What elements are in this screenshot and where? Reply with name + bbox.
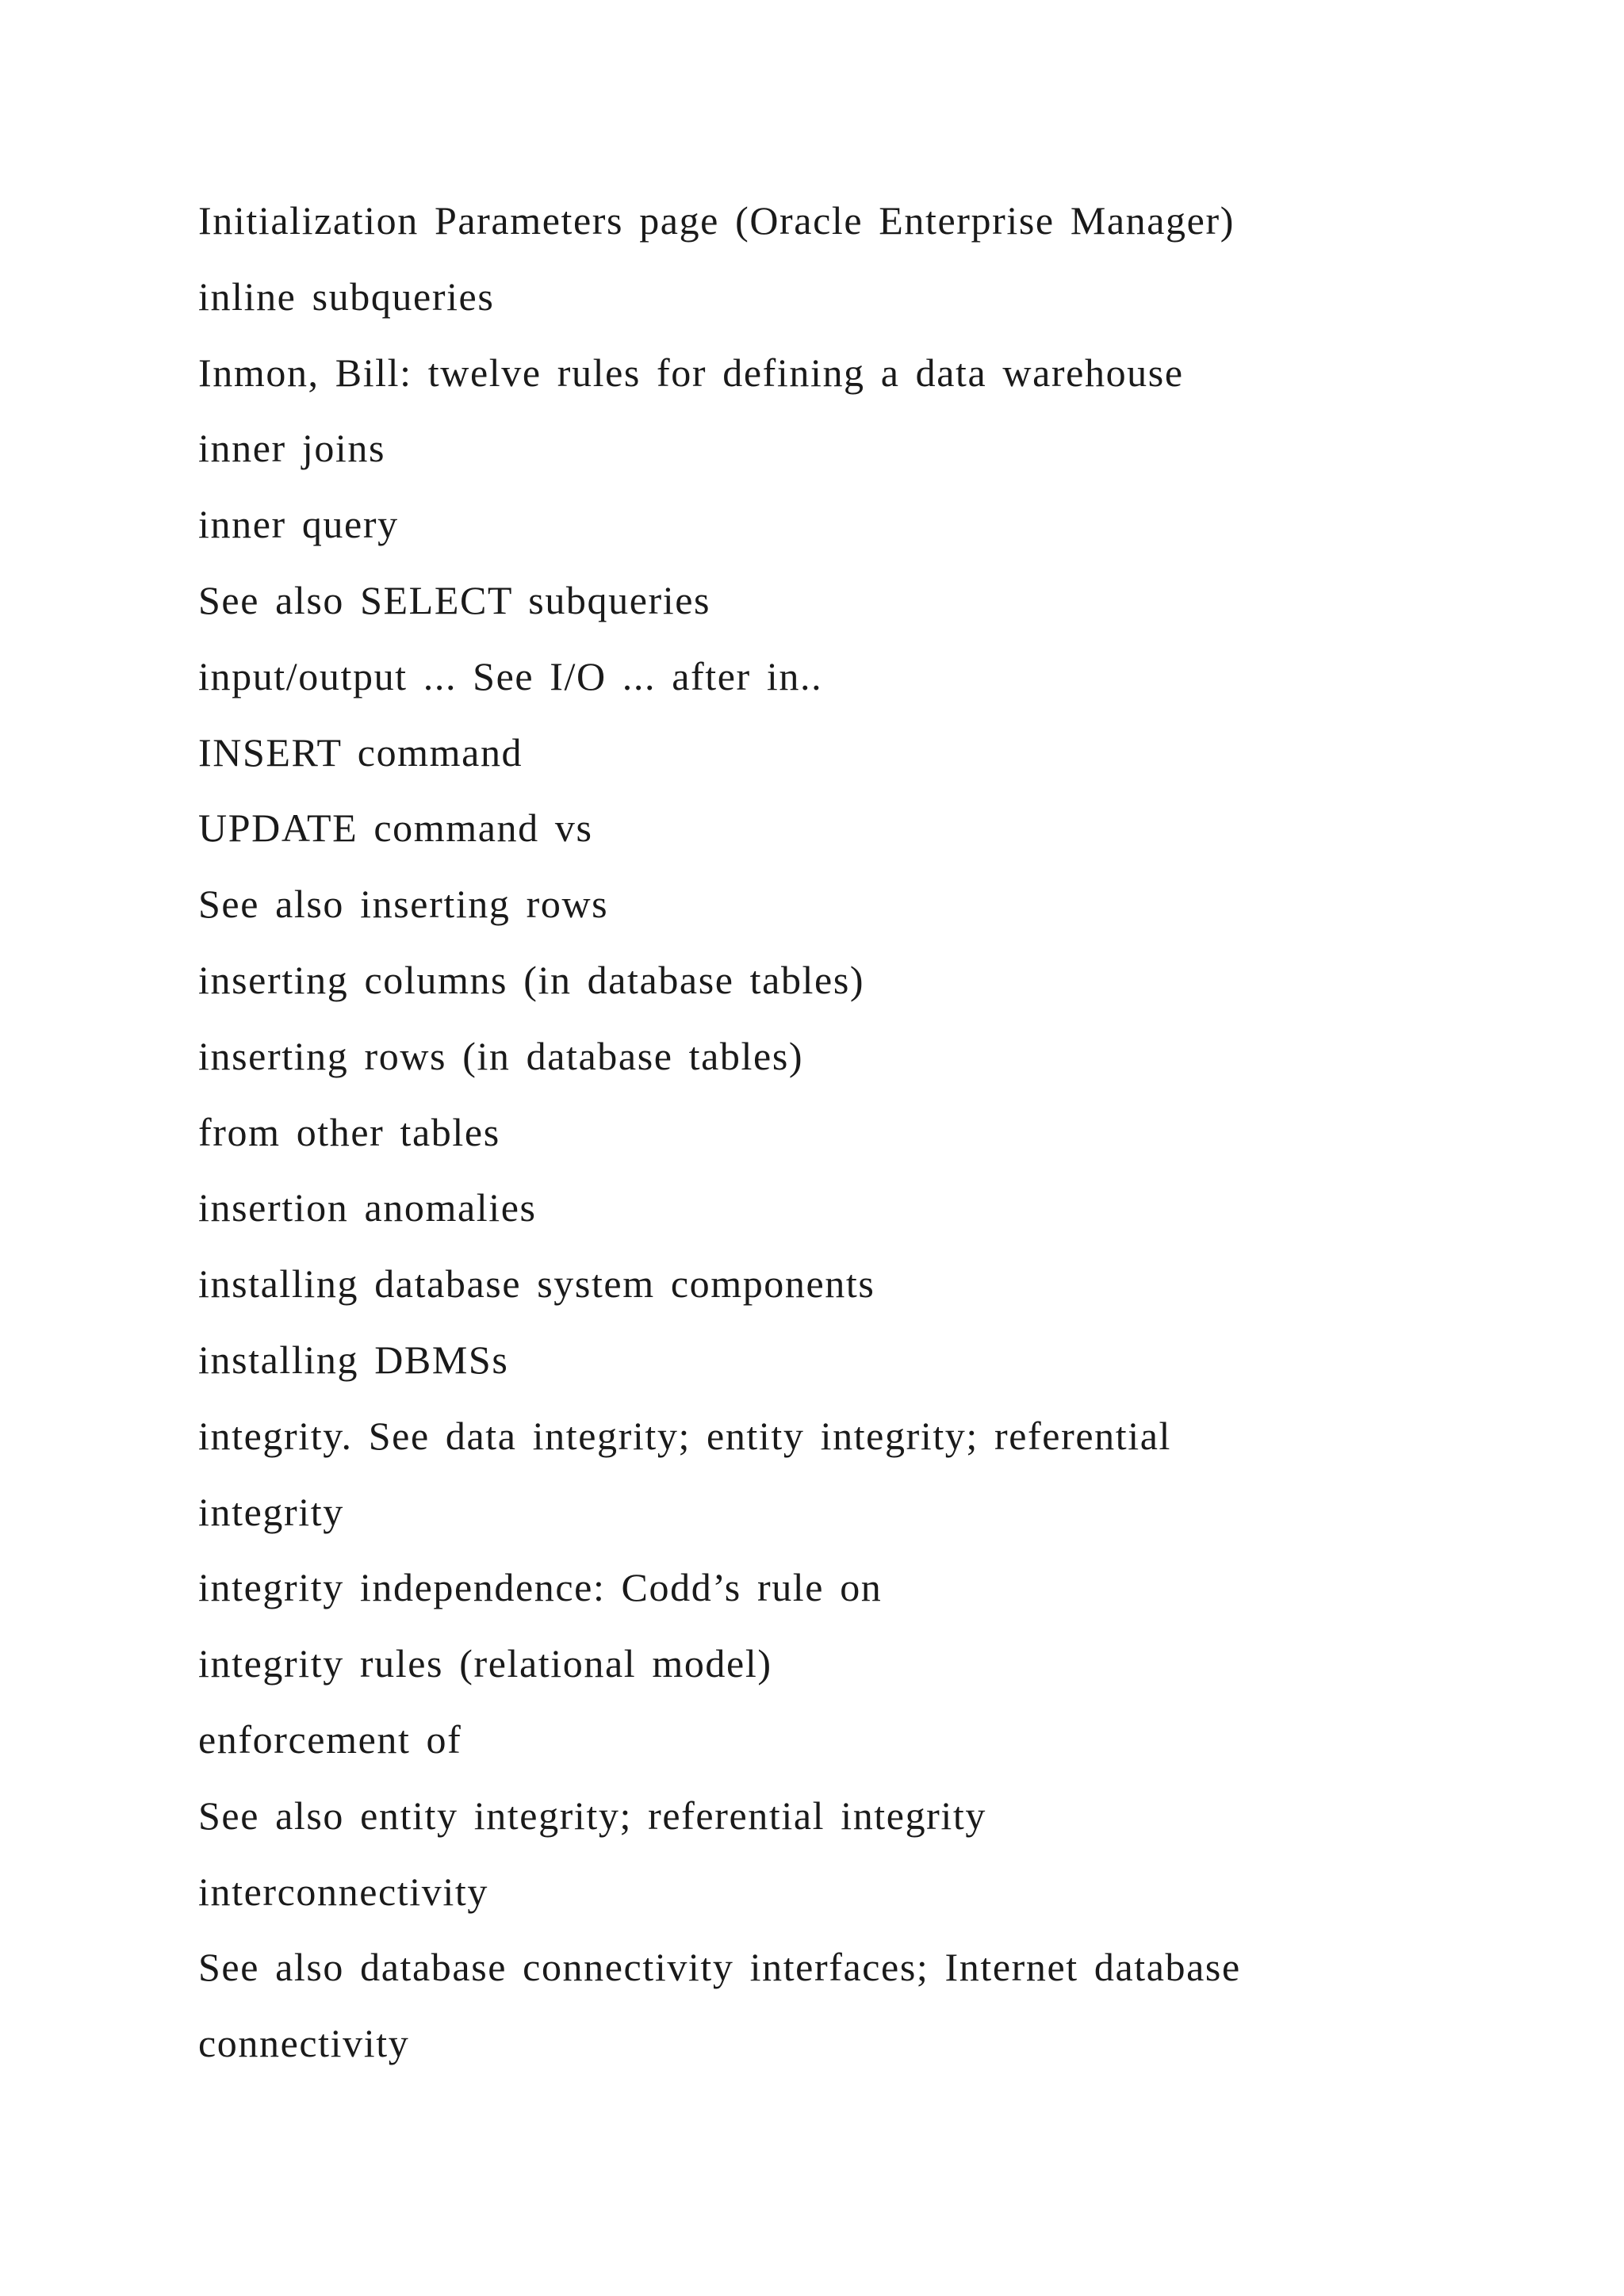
index-line: UPDATE command vs <box>198 806 593 851</box>
index-entry-list <box>198 195 1562 2094</box>
index-line: installing DBMSs <box>198 1337 509 1382</box>
index-line: Inmon, Bill: twelve rules for defining a data warehouse <box>198 350 1184 395</box>
index-line: See also entity integrity; referential integrity <box>198 1793 987 1838</box>
index-line: inserting rows (in database tables) <box>198 1033 804 1078</box>
index-line: connectivity <box>198 2021 410 2066</box>
index-line: integrity independence: Codd’s rule on <box>198 1565 883 1610</box>
index-line: inner query <box>198 502 399 547</box>
index-line: integrity <box>198 1489 344 1534</box>
index-line: interconnectivity <box>198 1869 488 1914</box>
index-line: enforcement of <box>198 1716 462 1762</box>
index-line: inline subqueries <box>198 274 495 319</box>
index-line: inserting columns (in database tables) <box>198 957 865 1002</box>
index-line: See also database connectivity interfaces; Internet database <box>198 1945 1241 1990</box>
index-line: from other tables <box>198 1109 500 1154</box>
index-line: input/output ... See I/O ... after in.. <box>198 653 823 698</box>
index-line: INSERT command <box>198 729 523 775</box>
index-line: Initialization Parameters page (Oracle Enterprise Manager) <box>198 198 1235 243</box>
index-line: integrity. See data integrity; entity integrity; referential <box>198 1413 1171 1458</box>
index-line: installing database system components <box>198 1261 875 1307</box>
index-line: See also inserting rows <box>198 882 609 927</box>
index-line: insertion anomalies <box>198 1185 537 1230</box>
index-line: inner joins <box>198 426 386 471</box>
index-line: See also SELECT subqueries <box>198 577 711 622</box>
index-line: integrity rules (relational model) <box>198 1641 772 1686</box>
